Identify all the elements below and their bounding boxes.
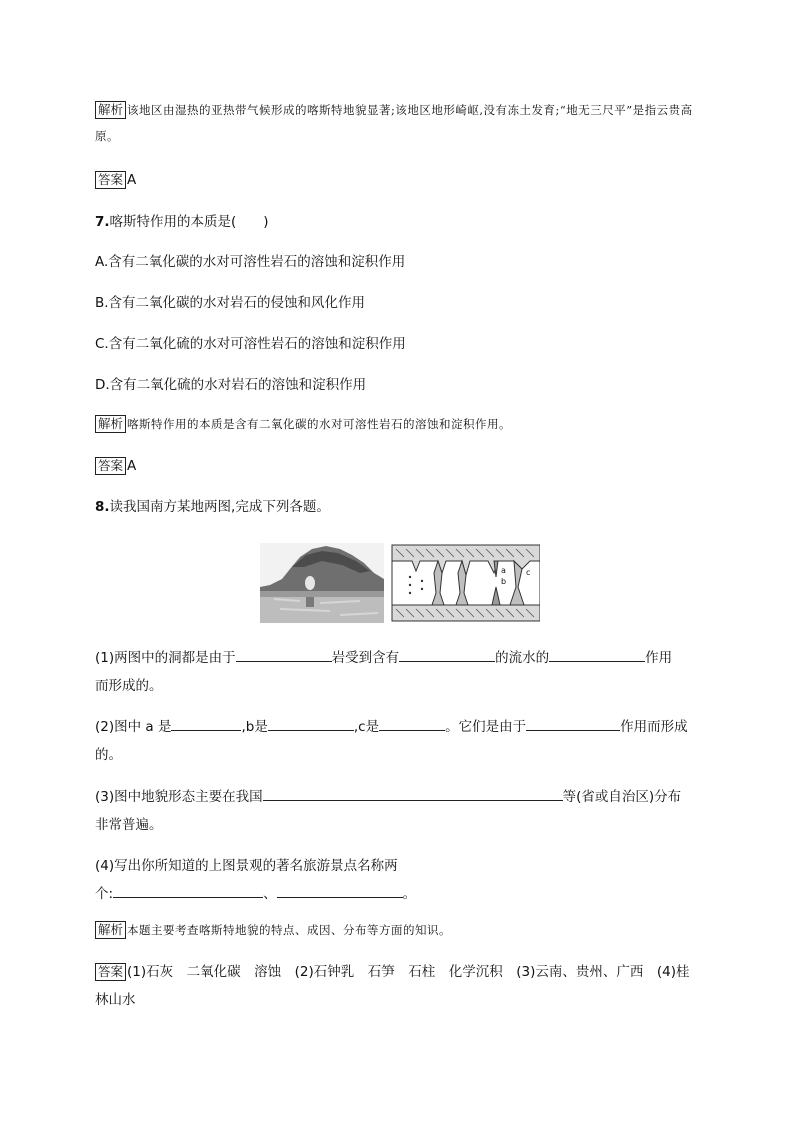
q8-s2-text-3: ,c是 bbox=[353, 719, 380, 735]
q8-s1-text-2: 岩受到含有 bbox=[331, 650, 400, 666]
sub-question-1 bbox=[95, 644, 699, 700]
q8-s4-text-3: 、 bbox=[263, 886, 277, 902]
question-8-stem bbox=[95, 493, 699, 521]
option-c bbox=[95, 330, 699, 358]
q8-s2-text-1: (2)图中 a 是 bbox=[95, 719, 172, 735]
answer-blank[interactable] bbox=[263, 786, 563, 801]
question-number: 8. bbox=[95, 499, 110, 515]
analysis-tag: 解析 bbox=[95, 415, 126, 433]
sub-question-3 bbox=[95, 783, 699, 839]
answer-blank[interactable] bbox=[526, 716, 620, 731]
q8-s1-text-3: 的流水的 bbox=[495, 650, 550, 666]
question-7-stem bbox=[95, 208, 699, 236]
q8-s1-text-1: (1)两图中的洞都是由于 bbox=[95, 650, 236, 666]
answer-blank[interactable] bbox=[549, 647, 645, 662]
option-a-text: A.含有二氧化碳的水对可溶性岩石的溶蚀和淀积作用 bbox=[95, 254, 406, 270]
answer-tag: 答案 bbox=[95, 963, 126, 981]
analysis-block-7 bbox=[95, 411, 699, 437]
q8-s1-text-4: 作用 bbox=[645, 650, 673, 666]
analysis-text: 本题主要考查喀斯特地貌的特点、成因、分布等方面的知识。 bbox=[127, 923, 452, 937]
q8-s2-text-2: ,b是 bbox=[241, 719, 268, 735]
answer-text: A bbox=[127, 458, 137, 474]
q8-s1-text-5: 而形成的。 bbox=[95, 678, 163, 694]
karst-photo bbox=[260, 543, 384, 623]
sub-question-4 bbox=[95, 852, 699, 908]
q8-s2-text-4: 。它们是由于 bbox=[445, 719, 527, 735]
option-d bbox=[95, 371, 699, 399]
analysis-text: 喀斯特作用的本质是含有二氧化碳的水对可溶性岩石的溶蚀和淀积作用。 bbox=[127, 417, 512, 431]
answer-blank[interactable] bbox=[113, 883, 263, 898]
answer-tag: 答案 bbox=[95, 457, 126, 475]
analysis-block-1 bbox=[95, 97, 699, 149]
answer-block-1 bbox=[95, 166, 699, 194]
answer-blank[interactable] bbox=[268, 716, 354, 731]
option-a bbox=[95, 248, 699, 276]
answer-blank[interactable] bbox=[171, 716, 241, 731]
option-b-text: B.含有二氧化碳的水对岩石的侵蚀和风化作用 bbox=[95, 295, 366, 311]
q8-s3-text-2: 等(省或自治区)分布 bbox=[562, 789, 682, 805]
karst-illustrations bbox=[260, 543, 540, 623]
label-b: b bbox=[501, 577, 507, 586]
analysis-tag: 解析 bbox=[95, 921, 126, 939]
q8-s4-text-2: 个: bbox=[95, 886, 114, 902]
question-number: 7. bbox=[95, 214, 110, 230]
q8-s2-text-6: 的。 bbox=[95, 747, 122, 763]
analysis-block-8 bbox=[95, 917, 699, 943]
q8-s4-text-4: 。 bbox=[402, 886, 417, 902]
label-c: c bbox=[526, 568, 531, 577]
q8-s4-text-1: (4)写出你所知道的上图景观的著名旅游景点名称两 bbox=[95, 858, 398, 874]
question-stem: 读我国南方某地两图,完成下列各题。 bbox=[109, 499, 330, 515]
label-a: a bbox=[501, 566, 506, 575]
answer-tag: 答案 bbox=[95, 171, 126, 189]
answer-blank[interactable] bbox=[399, 647, 495, 662]
answer-blank[interactable] bbox=[236, 647, 332, 662]
option-d-text: D.含有二氧化硫的水对岩石的溶蚀和淀积作用 bbox=[95, 377, 367, 393]
q8-s3-text-3: 非常普遍。 bbox=[95, 817, 163, 833]
option-c-text: C.含有二氧化硫的水对可溶性岩石的溶蚀和淀积作用 bbox=[95, 336, 406, 352]
sub-question-2 bbox=[95, 713, 699, 769]
answer-blank[interactable] bbox=[277, 883, 403, 898]
q8-s3-text-1: (3)图中地貌形态主要在我国 bbox=[95, 789, 263, 805]
analysis-text: 该地区由湿热的亚热带气候形成的喀斯特地貌显著;该地区地形崎岖,没有冻土发育;“地无三尺平”是指云贵高原。 bbox=[95, 103, 693, 143]
answer-block-8 bbox=[95, 958, 699, 1014]
answer-text: A bbox=[127, 172, 137, 188]
analysis-tag: 解析 bbox=[95, 101, 126, 119]
answer-blank[interactable] bbox=[379, 716, 445, 731]
answer-block-7 bbox=[95, 452, 699, 480]
cave-diagram bbox=[392, 545, 540, 621]
question-stem: 喀斯特作用的本质是( ) bbox=[109, 214, 269, 230]
q8-s2-text-5: 作用而形成 bbox=[620, 719, 688, 735]
option-b bbox=[95, 289, 699, 317]
karst-figure bbox=[260, 543, 540, 623]
answer-text-line-1: (1)石灰 二氧化碳 溶蚀 (2)石钟乳 石笋 石柱 化学沉积 (3)云南、贵州、广西 (4)桂 bbox=[127, 964, 690, 980]
answer-text-line-2: 林山水 bbox=[95, 992, 136, 1008]
